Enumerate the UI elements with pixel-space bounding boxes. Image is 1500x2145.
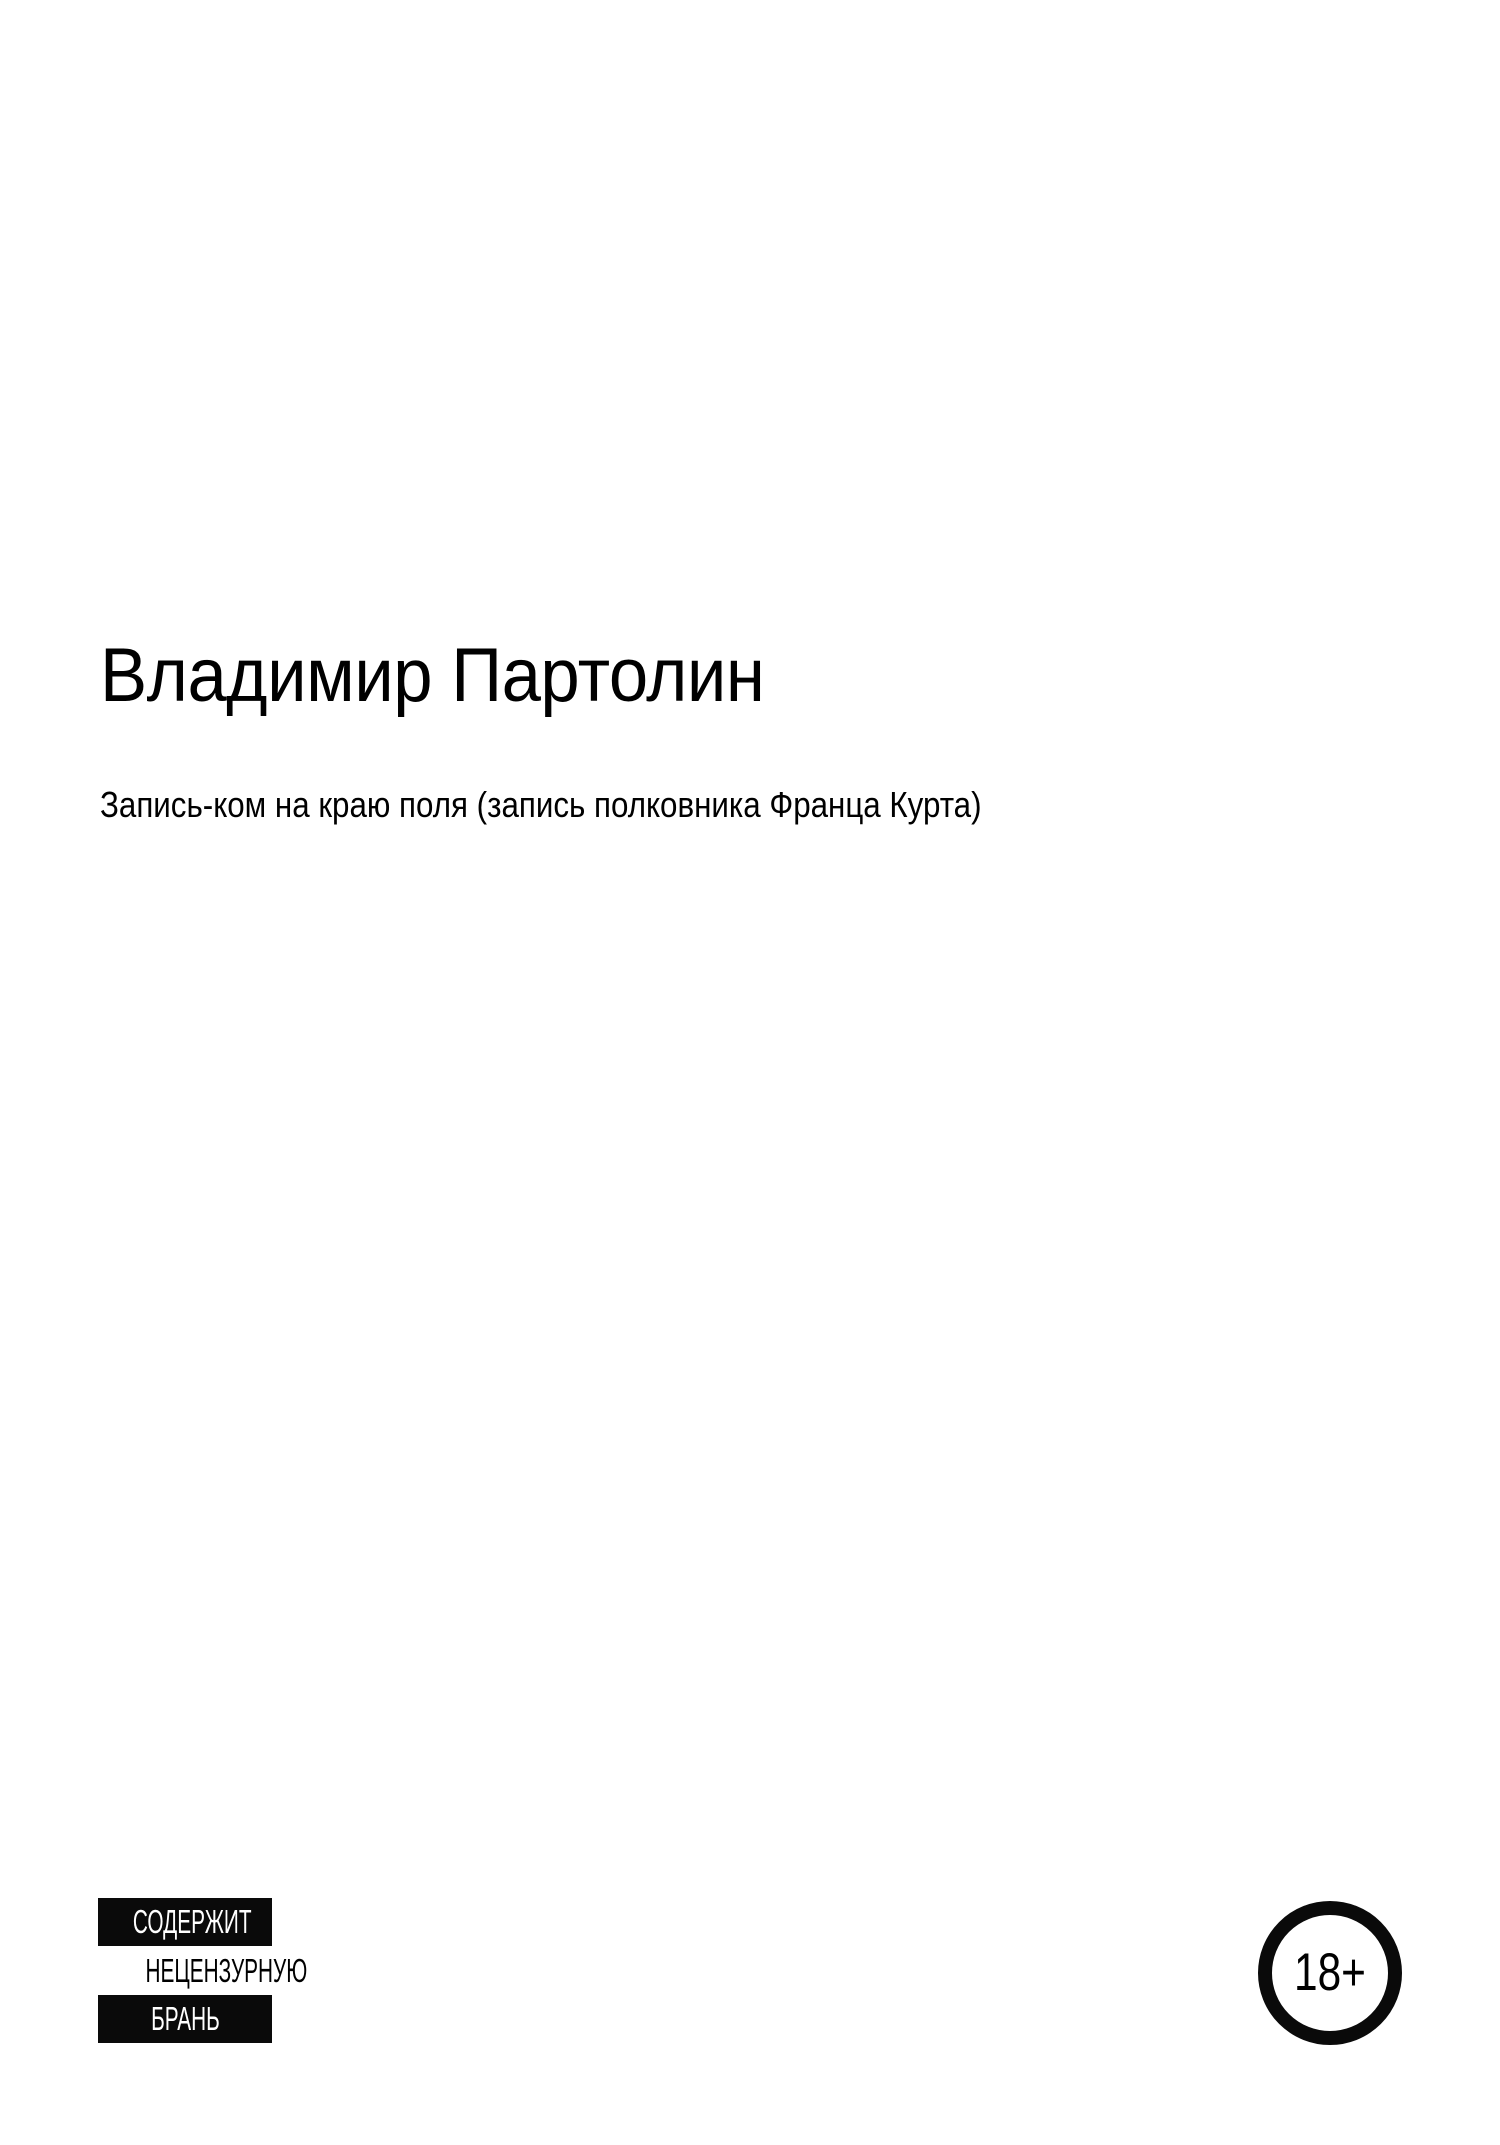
content-warning-line-3	[98, 1995, 272, 2043]
content-warning-text-3: БРАНЬ	[150, 2000, 220, 2037]
content-warning-line-1	[98, 1898, 272, 1946]
content-warning-text-1: СОДЕРЖИТ	[132, 1903, 252, 1940]
content-warning-block	[98, 1898, 308, 2043]
book-title: Запись-ком на краю поля (запись полковника Франца Курта)	[100, 784, 982, 825]
content-warning-text-2: НЕЦЕНЗУРНУЮ	[145, 1952, 308, 1989]
author-name: Владимир Партолин	[100, 633, 765, 718]
age-rating-badge	[1258, 1901, 1402, 2045]
age-rating-label: 18+	[1294, 1942, 1366, 2002]
content-warning-line-2	[98, 1946, 308, 1995]
